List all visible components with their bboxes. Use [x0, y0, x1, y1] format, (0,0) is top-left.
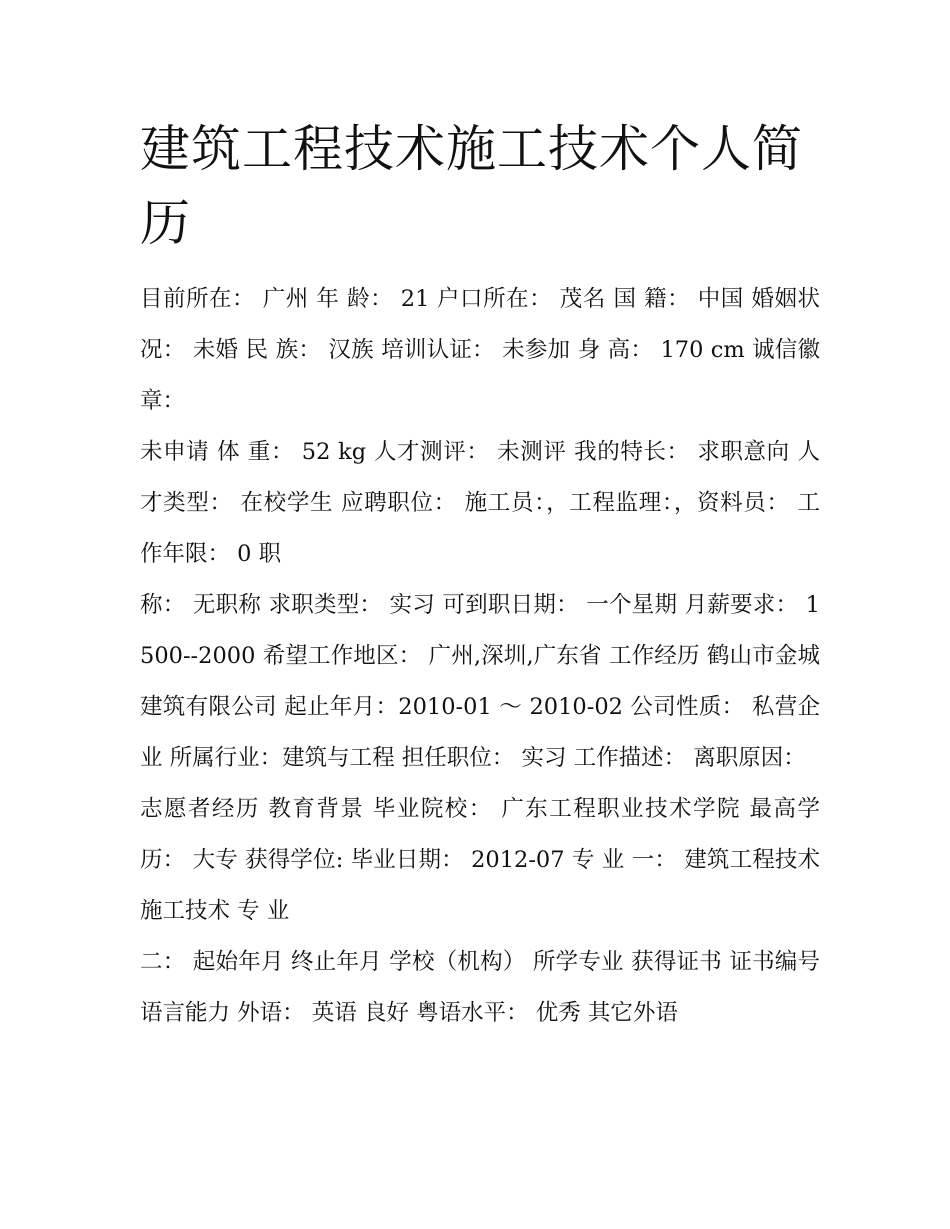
paragraph-job-intention: 未申请 体 重： 52 kg 人才测评： 未测评 我的特长： 求职意向 人才类型： 在校学生 应聘职位： 施工员：，工程监理：，资料员： 工作年限： 0 职 — [140, 439, 820, 567]
paragraph-education: 志愿者经历 教育背景 毕业院校： 广东工程职业技术学院 最高学历： 大专 获得学位: 毕业日期： 2012-07 专 业 一： 建筑工程技术施工技术 专 业 — [140, 796, 820, 924]
document-title: 建筑工程技术施工技术个人简历 — [140, 120, 803, 252]
paragraph-personal-info: 目前所在： 广州 年 龄： 21 户口所在： 茂名 国 籍： 中国 婚姻状况： 未婚 民 族： 汉族 培训认证： 未参加 身 高： 170 cm 诚信徽章： — [140, 286, 820, 414]
document-body — [140, 274, 820, 1039]
paragraph-work-experience: 称： 无职称 求职类型： 实习 可到职日期： 一个星期 月薪要求： 1500--2000 希望工作地区： 广州,深圳,广东省 工作经历 鹤山市金城建筑有限公司 起止年月：2010-01 ～ 2010-02 公司性质： 私营企业 所属行业：建筑与工程 担任职位： 实习 工作描述： 离职原因： — [140, 592, 820, 771]
paragraph-language-skills: 二： 起始年月 终止年月 学校（机构） 所学专业 获得证书 证书编号 语言能力 外语： 英语 良好 粤语水平： 优秀 其它外语 — [140, 949, 820, 1026]
